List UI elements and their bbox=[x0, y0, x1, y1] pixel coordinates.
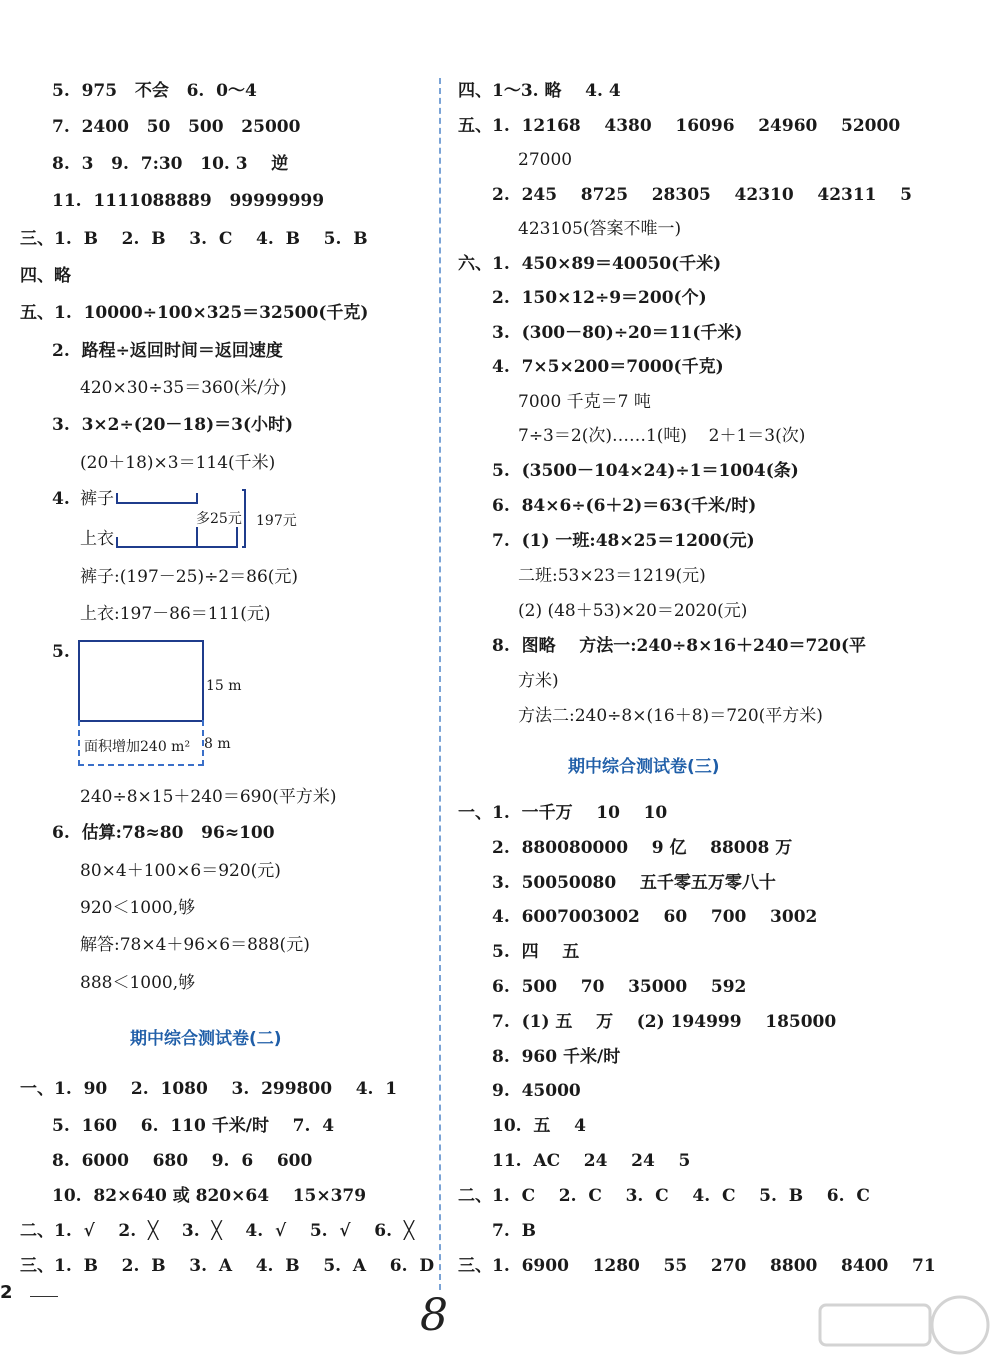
answer-line: 四、1～3. 略 4. 4 bbox=[458, 81, 621, 101]
handwritten-mark: 8 bbox=[420, 1290, 448, 1341]
page-number: 2 bbox=[0, 1282, 13, 1303]
item-number: 4. bbox=[52, 489, 70, 509]
shirt-label: 上衣 bbox=[80, 529, 114, 549]
answer-line: 3. (300－80)÷20＝11(千米) bbox=[492, 323, 743, 343]
answer-line: 三、1. B 2. B 3. A 4. B 5. A 6. D bbox=[20, 1256, 435, 1276]
answer-line: 方米) bbox=[518, 671, 559, 691]
length-15m-label: 15 m bbox=[206, 678, 242, 694]
answer-line: 二、1. √ 2. ╳ 3. ╳ 4. √ 5. √ 6. ╳ bbox=[20, 1221, 415, 1241]
answer-line: 4. 7×5×200＝7000(千克) bbox=[492, 357, 724, 377]
answer-line: 10. 82×640 或 820×64 15×379 bbox=[52, 1186, 367, 1206]
watermark-logo bbox=[810, 1290, 990, 1365]
answer-line: 3. 3×2÷(20－18)＝3(小时) bbox=[52, 415, 294, 435]
answer-line: 8. 6000 680 9. 6 600 bbox=[52, 1151, 313, 1171]
answer-line: 7. (1) 一班:48×25＝1200(元) bbox=[492, 531, 755, 551]
answer-line: 2. 150×12÷9＝200(个) bbox=[492, 288, 707, 308]
answer-line: 7÷3＝2(次)……1(吨) 2＋1＝3(次) bbox=[518, 426, 806, 446]
page-number-rule bbox=[30, 1296, 58, 1297]
answer-line: 6. 500 70 35000 592 bbox=[492, 977, 747, 997]
answer-line: 六、1. 450×89＝40050(千米) bbox=[458, 254, 722, 274]
answer-line: 423105(答案不唯一) bbox=[518, 219, 682, 239]
answer-line: 四、略 bbox=[20, 266, 71, 286]
answer-line: 920＜1000,够 bbox=[80, 898, 196, 918]
answer-line: 二班:53×23＝1219(元) bbox=[518, 566, 706, 586]
answer-line: (20＋18)×3＝114(千米) bbox=[80, 453, 276, 473]
answer-line: 2. 880080000 9 亿 88008 万 bbox=[492, 838, 793, 858]
difference-label: 多25元 bbox=[196, 511, 242, 527]
answer-line: 2. 245 8725 28305 42310 42311 5 bbox=[492, 185, 913, 205]
answer-line: 方法二:240÷8×(16＋8)＝720(平方米) bbox=[518, 706, 823, 726]
answer-line: 三、1. B 2. B 3. C 4. B 5. B bbox=[20, 229, 368, 249]
answer-line: 8. 3 9. 7:30 10. 3 逆 bbox=[52, 154, 289, 174]
total-label: 197元 bbox=[256, 513, 297, 529]
answer-line: 9. 45000 bbox=[492, 1081, 581, 1101]
column-divider bbox=[439, 78, 441, 1290]
answer-line: 一、1. 90 2. 1080 3. 299800 4. 1 bbox=[20, 1079, 398, 1099]
answer-line: 27000 bbox=[518, 150, 573, 170]
pants-label: 裤子 bbox=[80, 489, 114, 509]
item-number: 5. bbox=[52, 642, 70, 662]
section-heading: 期中综合测试卷(三) bbox=[568, 757, 720, 777]
answer-line: 2. 路程÷返回时间＝返回速度 bbox=[52, 341, 283, 361]
answer-line: 上衣:197－86＝111(元) bbox=[80, 604, 271, 624]
answer-line: 5. 四 五 bbox=[492, 942, 580, 962]
answer-line: (2) (48＋53)×20＝2020(元) bbox=[518, 601, 748, 621]
answer-line: 80×4＋100×6＝920(元) bbox=[80, 861, 281, 881]
answer-line: 240÷8×15＋240＝690(平方米) bbox=[80, 787, 337, 807]
answer-line: 三、1. 6900 1280 55 270 8800 8400 71 bbox=[458, 1256, 936, 1276]
answer-line: 7. 2400 50 500 25000 bbox=[52, 117, 301, 137]
answer-line: 5. 975 不会 6. 0～4 bbox=[52, 81, 257, 101]
rectangle-original bbox=[78, 640, 204, 722]
answer-line: 8. 图略 方法一:240÷8×16＋240＝720(平 bbox=[492, 636, 867, 656]
answer-line: 二、1. C 2. C 3. C 4. C 5. B 6. C bbox=[458, 1186, 870, 1206]
answer-line: 6. 84×6÷(6＋2)＝63(千米/时) bbox=[492, 496, 757, 516]
answer-line: 7. (1) 五 万 (2) 194999 185000 bbox=[492, 1012, 837, 1032]
answer-line: 6. 估算:78≈80 96≈100 bbox=[52, 823, 275, 843]
answer-line: 5. 160 6. 110 千米/时 7. 4 bbox=[52, 1116, 335, 1136]
answer-line: 7000 千克＝7 吨 bbox=[518, 392, 651, 412]
answer-line: 3. 50050080 五千零五万零八十 bbox=[492, 873, 776, 893]
answer-line: 4. 6007003002 60 700 3002 bbox=[492, 907, 818, 927]
answer-line: 一、1. 一千万 10 10 bbox=[458, 803, 668, 823]
answer-line: 11. 1111088889 99999999 bbox=[52, 191, 325, 211]
answer-line: 8. 960 千米/时 bbox=[492, 1047, 621, 1067]
section-heading: 期中综合测试卷(二) bbox=[130, 1029, 282, 1049]
answer-line: 5. (3500－104×24)÷1＝1004(条) bbox=[492, 461, 799, 481]
answer-line: 解答:78×4＋96×6＝888(元) bbox=[80, 935, 310, 955]
area-increase-label: 面积增加240 m² bbox=[84, 739, 191, 755]
answer-line: 裤子:(197－25)÷2＝86(元) bbox=[80, 567, 299, 587]
answer-line: 11. AC 24 24 5 bbox=[492, 1151, 691, 1171]
answer-line: 五、1. 10000÷100×325＝32500(千克) bbox=[20, 303, 369, 323]
answer-line: 420×30÷35＝360(米/分) bbox=[80, 378, 287, 398]
answer-line: 888＜1000,够 bbox=[80, 973, 196, 993]
answer-line: 7. B bbox=[492, 1221, 536, 1241]
length-8m-label: 8 m bbox=[204, 736, 231, 752]
answer-line: 10. 五 4 bbox=[492, 1116, 586, 1136]
answer-line: 五、1. 12168 4380 16096 24960 52000 bbox=[458, 116, 901, 136]
